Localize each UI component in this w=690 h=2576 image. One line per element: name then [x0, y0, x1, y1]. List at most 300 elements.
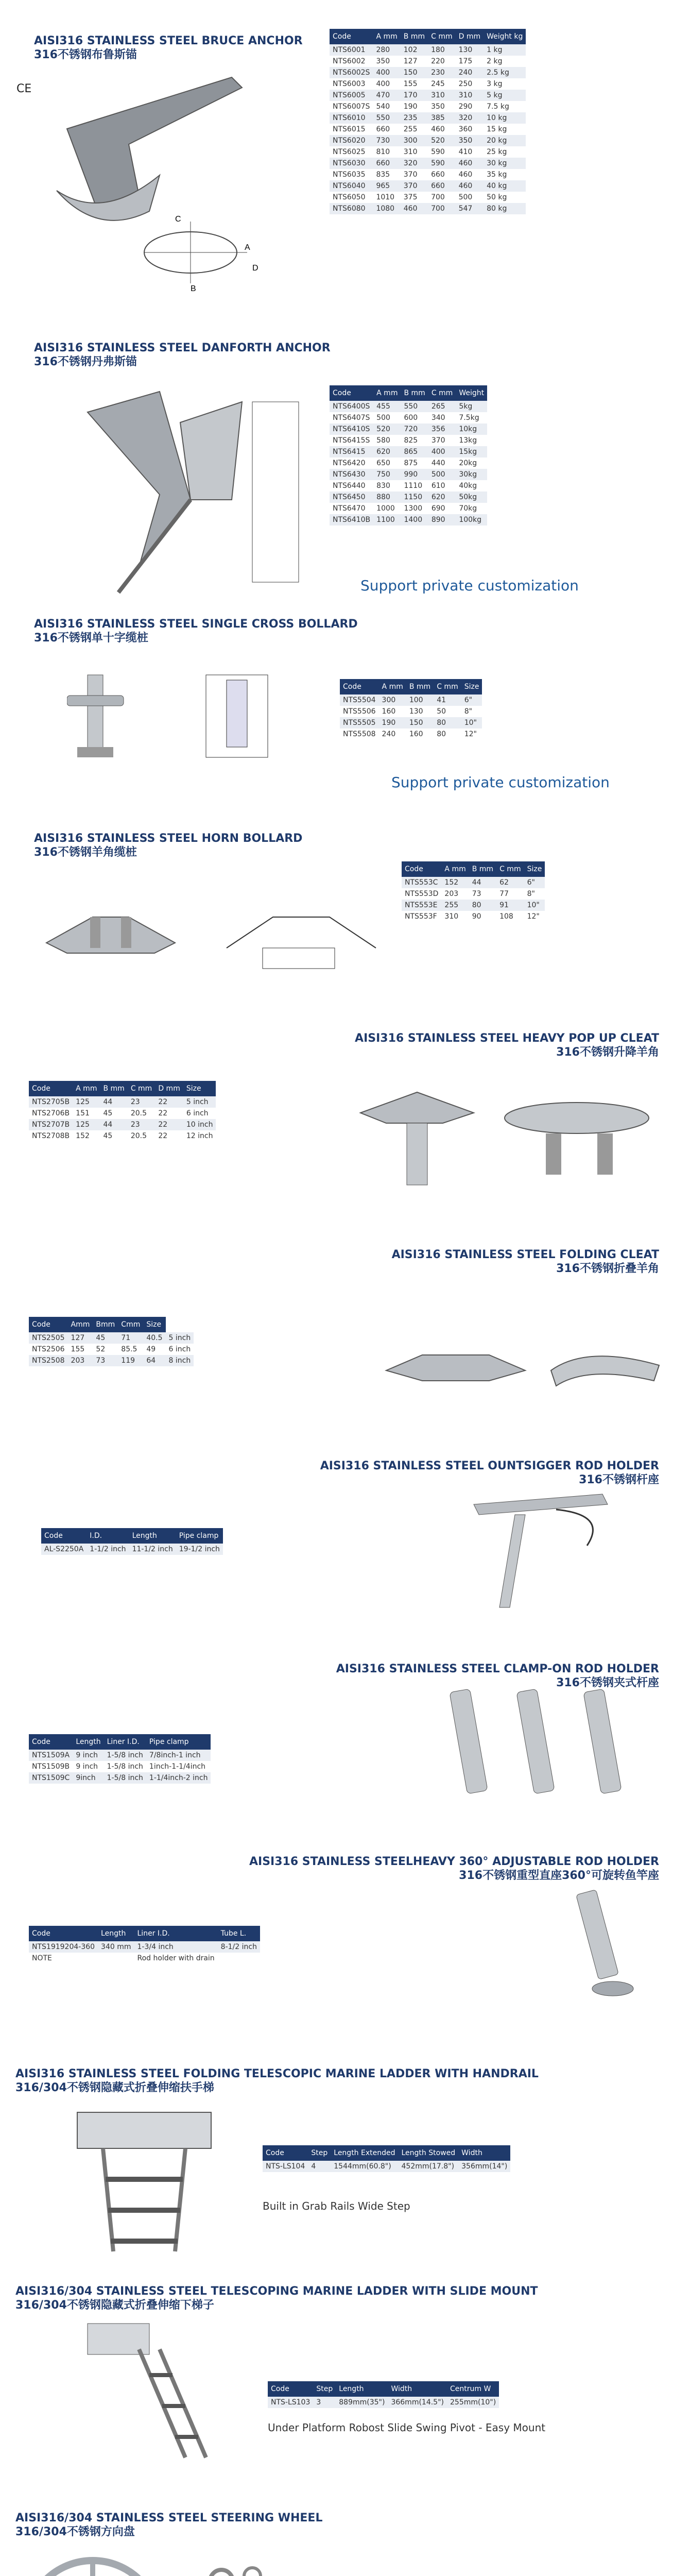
table-cell: 12": [461, 728, 482, 740]
table-cell: 875: [401, 457, 428, 469]
table-row: [330, 67, 526, 78]
table-cell: NTS6010: [330, 112, 373, 124]
table-row: [330, 503, 487, 514]
column-header: Code: [340, 679, 379, 694]
table-cell: 45: [100, 1130, 127, 1142]
column-header: B mm: [100, 1081, 127, 1096]
table-cell: 300: [401, 135, 428, 146]
table-cell: 151: [73, 1108, 100, 1119]
table-cell: 366mm(14.5"): [388, 2397, 447, 2408]
table-cell: 1 kg: [484, 44, 526, 56]
section-title: [34, 34, 303, 62]
table-cell: 470: [373, 90, 400, 101]
table-row: [340, 717, 482, 728]
table-row: [29, 1332, 194, 1344]
table-cell: 9 inch: [73, 1750, 104, 1761]
table-cell: 990: [401, 469, 428, 480]
column-header: Weight: [456, 385, 487, 401]
table-cell: 750: [373, 469, 401, 480]
table-cell: 500: [428, 469, 456, 480]
table-cell: 825: [401, 435, 428, 446]
table-cell: 127: [68, 1332, 93, 1344]
section-title: [320, 1459, 659, 1487]
table-cell: 500: [373, 412, 401, 423]
table-row: [330, 169, 526, 180]
table-cell: 300: [379, 694, 406, 706]
column-header: Code: [41, 1528, 87, 1544]
column-header: Size: [461, 679, 482, 694]
table-cell: 400: [373, 78, 400, 90]
table-cell: 80 kg: [484, 203, 526, 214]
table-cell: 40 kg: [484, 180, 526, 192]
table-header-row: [340, 679, 482, 694]
column-header: Code: [268, 2381, 313, 2397]
table-row: [330, 412, 487, 423]
table-cell: 70kg: [456, 503, 487, 514]
spec-table: [29, 1926, 260, 1964]
folding-ladder-image: [57, 2102, 237, 2257]
table-cell: 20kg: [456, 457, 487, 469]
spec-table: [268, 2381, 499, 2408]
table-cell: 203: [441, 888, 469, 900]
title-en: AISI316 STAINLESS STEEL FOLDING CLEAT: [391, 1248, 659, 1261]
column-header: C mm: [428, 29, 456, 44]
table-cell: 91: [496, 900, 524, 911]
table-row: [330, 44, 526, 56]
table-cell: 190: [401, 101, 428, 112]
table-cell: 6 inch: [166, 1344, 194, 1355]
table-cell: 830: [373, 480, 401, 492]
table-cell: 73: [93, 1355, 118, 1366]
title-en: AISI316 STAINLESS STEEL OUNTSIGGER ROD HOLDER: [320, 1460, 659, 1472]
table-cell: 810: [373, 146, 400, 158]
table-cell: 85.5: [118, 1344, 143, 1355]
table-cell: 170: [401, 90, 428, 101]
table-cell: 865: [401, 446, 428, 457]
section-title: [15, 2067, 539, 2095]
table-cell: NTS5506: [340, 706, 379, 717]
table-cell: 10": [461, 717, 482, 728]
table-cell: NTS1509C: [29, 1772, 73, 1784]
table-cell: 385: [428, 112, 456, 124]
table-cell: 5kg: [456, 401, 487, 412]
table-row: [330, 435, 487, 446]
table-header-row: [330, 385, 487, 401]
title-en: AISI316 STAINLESS STEEL DANFORTH ANCHOR: [34, 342, 331, 354]
table-cell: 452mm(17.8"): [399, 2161, 459, 2172]
table-cell: 660: [428, 180, 456, 192]
table-cell: 350: [428, 101, 456, 112]
table-cell: 650: [373, 457, 401, 469]
table-cell: 880: [373, 492, 401, 503]
table-row: [29, 1355, 194, 1366]
table-cell: 8-1/2 inch: [218, 1941, 260, 1953]
table-cell: 6": [461, 694, 482, 706]
table-cell: NTS2506: [29, 1344, 68, 1355]
table-cell: 550: [401, 401, 428, 412]
column-header: Code: [29, 1734, 73, 1750]
table-cell: 580: [373, 435, 401, 446]
table-cell: 20.5: [128, 1108, 156, 1119]
spec-table: [29, 1081, 216, 1142]
table-cell: 152: [73, 1130, 100, 1142]
column-header: A mm: [373, 385, 401, 401]
table-cell: 50 kg: [484, 192, 526, 203]
section-title: [34, 341, 331, 369]
table-cell: 460: [456, 158, 484, 169]
table-row: [330, 192, 526, 203]
table-cell: NTS2708B: [29, 1130, 73, 1142]
table-cell: 6": [524, 877, 545, 888]
table-cell: NTS6410B: [330, 514, 373, 526]
table-cell: 5 kg: [484, 90, 526, 101]
column-header: Code: [402, 861, 441, 877]
table-cell: 320: [456, 112, 484, 124]
table-cell: 889mm(35"): [336, 2397, 388, 2408]
column-header: B mm: [401, 385, 428, 401]
table-cell: NTS6440: [330, 480, 373, 492]
table-cell: NTS6005: [330, 90, 373, 101]
column-header: Length: [98, 1926, 134, 1941]
table-cell: 356mm(14"): [458, 2161, 510, 2172]
table-cell: 310: [441, 911, 469, 922]
table-cell: 600: [401, 412, 428, 423]
column-header: Width: [458, 2145, 510, 2161]
table-cell: NTS553F: [402, 911, 441, 922]
table-cell: 44: [100, 1119, 127, 1130]
table-cell: 410: [456, 146, 484, 158]
title-cn: 316不锈钢布鲁斯锚: [34, 48, 137, 61]
table-cell: 100: [406, 694, 434, 706]
column-header: Code: [29, 1081, 73, 1096]
table-row: [268, 2397, 499, 2408]
table-cell: 13kg: [456, 435, 487, 446]
section-title: [355, 1031, 659, 1059]
table-cell: 108: [496, 911, 524, 922]
spec-table: [29, 1317, 194, 1366]
table-cell: 720: [401, 423, 428, 435]
table-cell: 540: [373, 101, 400, 112]
table-row: [330, 423, 487, 435]
table-cell: 235: [401, 112, 428, 124]
table-cell: 125: [73, 1119, 100, 1130]
table-cell: 730: [373, 135, 400, 146]
table-row: [330, 78, 526, 90]
table-cell: NTS-LS104: [263, 2161, 308, 2172]
table-cell: 340 mm: [98, 1941, 134, 1953]
column-header: Code: [29, 1317, 68, 1332]
table-row: [402, 877, 545, 888]
table-cell: 155: [68, 1344, 93, 1355]
table-cell: 547: [456, 203, 484, 214]
table-cell: NTS1509A: [29, 1750, 73, 1761]
title-cn: 316不锈钢升降羊角: [556, 1046, 659, 1059]
table-row: [330, 158, 526, 169]
column-header: B mm: [401, 29, 428, 44]
table-cell: 3: [313, 2397, 336, 2408]
title-en: AISI316 STAINLESS STEEL BRUCE ANCHOR: [34, 35, 303, 47]
table-cell: 125: [73, 1096, 100, 1108]
table-cell: NTS2705B: [29, 1096, 73, 1108]
horn-bollard-image: [41, 886, 391, 979]
table-cell: 460: [428, 124, 456, 135]
table-cell: 3 kg: [484, 78, 526, 90]
table-cell: 8": [461, 706, 482, 717]
table-cell: 255: [401, 124, 428, 135]
table-row: [402, 911, 545, 922]
table-row: [402, 900, 545, 911]
table-cell: 41: [434, 694, 461, 706]
table-row: [29, 1344, 194, 1355]
table-cell: 35 kg: [484, 169, 526, 180]
title-cn: 316/304不锈钢隐藏式折叠伸缩扶手梯: [15, 2081, 214, 2094]
table-cell: NTS6030: [330, 158, 373, 169]
column-header: Size: [183, 1081, 216, 1096]
title-cn: 316/304不锈钢隐藏式折叠伸缩下梯子: [15, 2299, 214, 2312]
spec-table: [340, 679, 482, 740]
table-cell: 280: [373, 44, 400, 56]
table-cell: NTS6407S: [330, 412, 373, 423]
table-cell: 5 inch: [183, 1096, 216, 1108]
table-cell: Rod holder with drain: [134, 1953, 218, 1964]
table-cell: 25 kg: [484, 146, 526, 158]
table-cell: 22: [155, 1096, 183, 1108]
column-header: Length Stowed: [399, 2145, 459, 2161]
table-cell: 9inch: [73, 1772, 104, 1784]
table-cell: NTS553E: [402, 900, 441, 911]
column-header: C mm: [434, 679, 461, 694]
column-header: Step: [313, 2381, 336, 2397]
table-cell: 8": [524, 888, 545, 900]
folding-cleat-image: [381, 1324, 669, 1422]
table-cell: 370: [428, 435, 456, 446]
dim-label-d: D: [252, 264, 258, 273]
table-row: [330, 480, 487, 492]
table-row: [29, 1761, 211, 1772]
column-header: Size: [143, 1317, 165, 1332]
table-cell: 620: [373, 446, 401, 457]
table-cell: 6 inch: [183, 1108, 216, 1119]
title-en: AISI316/304 STAINLESS STEEL STEERING WHEEL: [15, 2512, 323, 2524]
column-header: Length: [73, 1734, 104, 1750]
clamp-on-rod-holder-image: [438, 1685, 654, 1803]
table-cell: 49: [143, 1344, 165, 1355]
table-cell: 1inch-1-1/4inch: [146, 1761, 211, 1772]
telescoping-ladder-image: [82, 2318, 252, 2463]
spec-table: [29, 1734, 211, 1784]
table-cell: 1100: [373, 514, 401, 526]
table-cell: 22: [155, 1108, 183, 1119]
table-cell: NTS6020: [330, 135, 373, 146]
column-header: Code: [330, 29, 373, 44]
table-row: [330, 514, 487, 526]
table-row: [330, 180, 526, 192]
table-cell: 11-1/2 inch: [129, 1544, 176, 1555]
table-cell: 44: [469, 877, 496, 888]
table-cell: 520: [428, 135, 456, 146]
section-title: [34, 832, 302, 859]
table-cell: 965: [373, 180, 400, 192]
table-cell: NTS6001: [330, 44, 373, 56]
table-cell: 2 kg: [484, 56, 526, 67]
table-cell: NTS6040: [330, 180, 373, 192]
table-row: [330, 492, 487, 503]
table-cell: 71: [118, 1332, 143, 1344]
table-row: [29, 1096, 216, 1108]
table-cell: NTS6470: [330, 503, 373, 514]
table-cell: 8 inch: [166, 1355, 194, 1366]
dim-label-a: A: [245, 243, 250, 252]
section-title: [15, 2284, 538, 2312]
title-cn: 316不锈钢单十字缆桩: [34, 632, 148, 645]
table-cell: 44: [100, 1096, 127, 1108]
table-cell: 160: [379, 706, 406, 717]
section-title: [392, 1248, 659, 1276]
table-cell: NTS1509B: [29, 1761, 73, 1772]
title-cn: 316/304不锈钢方向盘: [15, 2526, 135, 2538]
table-cell: 230: [428, 67, 456, 78]
bollard-image: [67, 665, 304, 768]
table-cell: 370: [401, 169, 428, 180]
table-header-row: [41, 1528, 223, 1544]
column-header: Pipe clamp: [176, 1528, 223, 1544]
feature-caption: Under Platform Robost Slide Swing Pivot - Easy Mount: [268, 2421, 546, 2434]
title-en: AISI316 STAINLESS STEEL FOLDING TELESCOPIC MARINE LADDER WITH HANDRAIL: [15, 2067, 539, 2080]
table-header-row: [402, 861, 545, 877]
table-cell: 77: [496, 888, 524, 900]
column-header: Size: [524, 861, 545, 877]
column-header: D mm: [155, 1081, 183, 1096]
table-cell: NTS6080: [330, 203, 373, 214]
spec-table: [402, 861, 545, 922]
column-header: Centrum W: [447, 2381, 499, 2397]
table-cell: NTS6415: [330, 446, 373, 457]
column-header: Length: [129, 1528, 176, 1544]
table-cell: 30 kg: [484, 158, 526, 169]
table-cell: NTS6002S: [330, 67, 373, 78]
table-cell: 10kg: [456, 423, 487, 435]
table-cell: 1-5/8 inch: [104, 1772, 146, 1784]
table-cell: 155: [401, 78, 428, 90]
table-cell: 23: [128, 1119, 156, 1130]
table-cell: 45: [100, 1108, 127, 1119]
table-cell: 1400: [401, 514, 428, 526]
table-row: [340, 694, 482, 706]
dim-label-b: B: [191, 284, 196, 293]
table-cell: 80: [469, 900, 496, 911]
table-row: [330, 146, 526, 158]
table-cell: 203: [68, 1355, 93, 1366]
title-en: AISI316/304 STAINLESS STEEL TELESCOPING MARINE LADDER WITH SLIDE MOUNT: [15, 2285, 538, 2298]
dim-label-c: C: [175, 215, 181, 224]
table-row: [330, 446, 487, 457]
table-cell: 290: [456, 101, 484, 112]
bruce-anchor-image: [36, 67, 268, 294]
column-header: C mm: [428, 385, 456, 401]
table-row: [263, 2161, 510, 2172]
title-en: AISI316 STAINLESS STEELHEAVY 360° ADJUSTABLE ROD HOLDER: [249, 1855, 659, 1868]
table-row: [330, 101, 526, 112]
section-title: [249, 1855, 659, 1883]
table-cell: 50kg: [456, 492, 487, 503]
table-cell: 590: [428, 146, 456, 158]
table-cell: 890: [428, 514, 456, 526]
table-cell: 240: [456, 67, 484, 78]
table-cell: NOTE: [29, 1953, 98, 1964]
title-en: AISI316 STAINLESS STEEL HEAVY POP UP CLEAT: [355, 1032, 659, 1045]
column-header: A mm: [379, 679, 406, 694]
table-cell: 660: [373, 124, 400, 135]
table-cell: 119: [118, 1355, 143, 1366]
table-cell: NTS553D: [402, 888, 441, 900]
section-title: [34, 617, 358, 645]
table-cell: 660: [373, 158, 400, 169]
table-cell: 255mm(10"): [447, 2397, 499, 2408]
table-row: [330, 457, 487, 469]
title-cn: 316不锈钢丹弗斯锚: [34, 355, 137, 368]
column-header: Weight kg: [484, 29, 526, 44]
table-header-row: [330, 29, 526, 44]
danforth-anchor-image: [77, 381, 304, 603]
customization-note: Support private customization: [360, 577, 579, 594]
table-cell: 12": [524, 911, 545, 922]
table-cell: 1000: [373, 503, 401, 514]
outrigger-rod-holder-image: [453, 1484, 623, 1618]
column-header: Length Extended: [331, 2145, 398, 2161]
table-cell: 310: [401, 146, 428, 158]
table-cell: 310: [428, 90, 456, 101]
table-row: [29, 1941, 260, 1953]
column-header: A mm: [373, 29, 400, 44]
table-row: [330, 203, 526, 214]
title-cn: 316不锈钢夹式杆座: [556, 1676, 659, 1689]
table-cell: NTS2508: [29, 1355, 68, 1366]
table-cell: 40kg: [456, 480, 487, 492]
table-cell: 150: [406, 717, 434, 728]
table-cell: 20.5: [128, 1130, 156, 1142]
table-cell: 23: [128, 1096, 156, 1108]
table-cell: 127: [401, 56, 428, 67]
table-cell: 50: [434, 706, 461, 717]
table-cell: 1080: [373, 203, 400, 214]
table-cell: 100kg: [456, 514, 487, 526]
feature-caption: Built in Grab Rails Wide Step: [263, 2200, 410, 2212]
table-row: [340, 728, 482, 740]
title-cn: 316不锈钢羊角缆桩: [34, 846, 137, 859]
table-cell: 7.5kg: [456, 412, 487, 423]
column-header: Liner I.D.: [134, 1926, 218, 1941]
table-cell: 370: [401, 180, 428, 192]
table-cell: 460: [456, 169, 484, 180]
table-cell: 190: [379, 717, 406, 728]
table-cell: 180: [428, 44, 456, 56]
column-header: Bmm: [93, 1317, 118, 1332]
table-cell: 19-1/2 inch: [176, 1544, 223, 1555]
column-header: Cmm: [118, 1317, 143, 1332]
table-row: [29, 1772, 211, 1784]
table-row: [330, 135, 526, 146]
table-cell: 245: [428, 78, 456, 90]
table-row: [402, 888, 545, 900]
customization-note: Support private customization: [391, 774, 610, 791]
column-header: Width: [388, 2381, 447, 2397]
table-cell: NTS6015: [330, 124, 373, 135]
table-cell: 15 kg: [484, 124, 526, 135]
column-header: Tube L.: [218, 1926, 260, 1941]
table-cell: NTS6420: [330, 457, 373, 469]
table-cell: 455: [373, 401, 401, 412]
table-cell: 240: [379, 728, 406, 740]
